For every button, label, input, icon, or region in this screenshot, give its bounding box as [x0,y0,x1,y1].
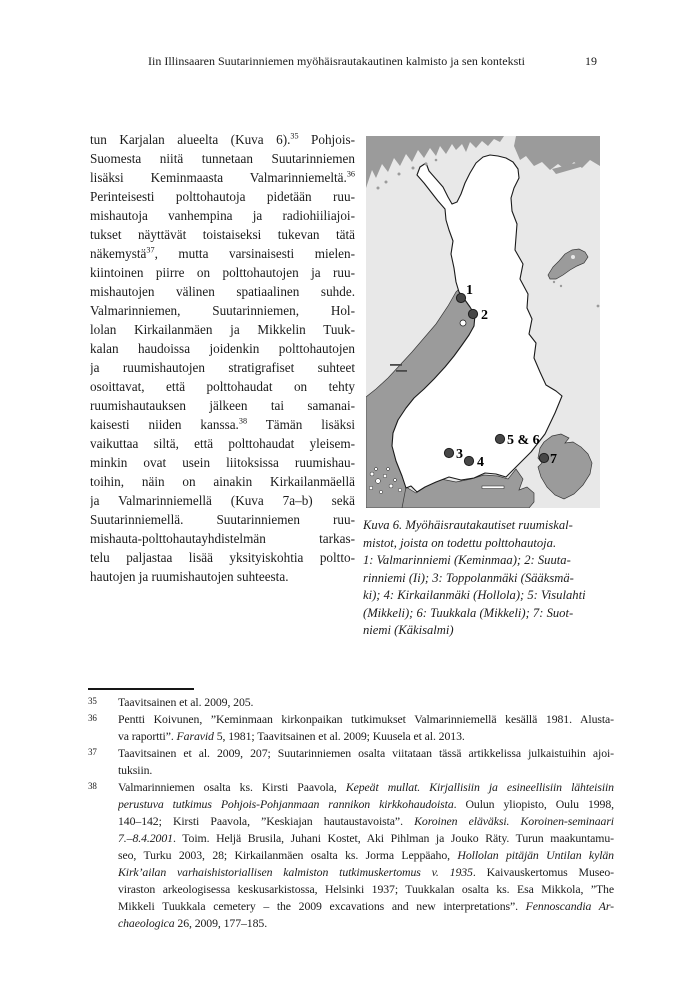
footnote-item [88,694,614,711]
map-marker [464,456,473,465]
caption-line: ki); 4: Kirkailanmäki (Hollola); 5: Visulahti [363,588,586,602]
footnote-item [88,745,614,779]
caption-line: Kuva 6. Myöhäisrautakautiset ruumiskal- [363,518,573,532]
map-marker [539,453,548,462]
body-line: mishauta-polttohautayhdistelmän tarkas- [90,531,355,546]
map-marker [444,448,453,457]
footnote-line: chaeologica 26, 2009, 177–185. [118,916,268,930]
footnote-text [118,711,614,745]
body-line: vaikuttaa siltä, että polttohaudat yleisem- [90,436,355,451]
footnote-separator [88,688,194,690]
map-island-white-sea [571,255,575,259]
body-line: hautojen ja ruumishautojen suhteesta. [90,569,289,584]
footnote-text [118,694,614,711]
map-marker-label: 2 [481,308,488,323]
caption-line: mistot, joista on todettu polttohautoja. [363,535,557,550]
body-line: toihin, näin on ainakin Kirkailanmäellä [90,474,355,489]
footnote-line: Taavitsainen et al. 2009, 205. [118,695,254,709]
footnote-item [88,711,614,745]
caption-line: 1: Valmarinniemi (Keminmaa); 2: Suuta- [363,553,571,567]
caption-line: rinniemi (Ii); 3: Toppolanmäki (Sääksmä- [363,570,574,585]
map-marker [468,309,477,318]
map-marker [456,293,465,302]
footnote-line: 140–142; Kirsti Paavola, ”Keskiajan hautaustavoista”. Koroinen eläväksi. Koroinen-seminaari [118,814,614,828]
footnote-number: 38 [88,781,97,791]
figure-map [366,136,600,508]
body-paragraph [90,130,355,586]
body-line: Suomesta niitä tunnetaan Suutarinniemen [90,151,355,166]
page-number: 19 [585,54,597,68]
body-line: ja ruumishautojen stratigrafiset suhteet [90,360,355,375]
body-line: tukset näyttävät toistaiseksi tukevan tätä [90,227,355,242]
footnote-line: perustuva tutkimus Pohjois-Pohjanmaan rannikon kirkkohaudoista. Oulun yliopisto, Oulu 1998, [118,797,614,811]
body-line: lisäksi Keminmaasta Valmarinniemeltä.$^{36}$ [90,169,355,185]
body-line: tun Karjalan alueelta (Kuva 6).$^{35}$ Pohjois- [90,131,355,147]
footnote-number: 36 [88,713,97,723]
map-island-hailuoto [460,320,466,326]
footnote-line: 7.–8.4.2001. Toim. Heljä Brusila, Juhani Kostet, Aki Pihlman ja Jouko Räty. Turun maakuntamu- [118,831,614,845]
caption-line: (Mikkeli); 6: Tuukkala (Mikkeli); 7: Suot- [363,605,574,620]
body-line: osoittavat, että polttohaudat on tehty [90,379,355,394]
footnote-line: Mikkeli Tuukkala cemetery – the 2009 excavations and new interpretations”. Fennoscandia Ar- [118,899,614,913]
running-header-title: Iin Illinsaaren Suutarinniemen myöhäisrautakautinen kalmisto ja sen konteksti [148,54,525,68]
footnote-number: 37 [88,747,97,757]
body-line: Valmarinniemen, Suutarinniemen, Hol- [90,303,355,318]
body-line: näkemystä$^{37}$, mutta varsinaisesti mielen- [90,245,355,261]
footnote-number: 35 [88,696,97,706]
caption-line: niemi (Käkisalmi) [363,623,454,637]
body-line: ruumishautauksen jälkeen tai samanai- [90,398,355,413]
footnote-text [118,745,614,779]
body-line: mishautoja vanhempina ja radiohiiliajoi- [90,208,355,223]
footnote-line: Kirk’ailan varhaishistoriallisen kalmiston tutkimuskertomus v. 1935. Kaivauskertomus Museo- [118,865,614,879]
map-marker-label: 1 [466,283,473,298]
map-marker [495,434,504,443]
footnote-line: viraston arkeologisessa keskusarkistossa, Helsinki 1937; Tuukkalan osalta ks. Esa Mikkola, ”The [118,882,614,896]
body-line: minkin ovat usein liitoksissa ruumishau- [90,455,355,470]
body-line: kiintoinen piirre on polttohautojen ja ruu- [90,265,355,280]
body-line: telu paljastaa lisää yksityiskohtia poltto- [90,550,355,565]
footnote-line: tuksiin. [118,763,153,777]
footnote-line: Taavitsainen et al. 2009, 207; Suutarinniemen osalta viitataan tässä artikkelissa julkaistuihin ajoi- [118,746,614,760]
body-line: Perinteisesti polttohautoja pidetään ruu- [90,189,355,204]
footnote-line: va raportti”. Faravid 5, 1981; Taavitsainen et al. 2009; Kuusela et al. 2013. [118,729,465,743]
map-marker-label: 3 [456,447,463,462]
map-svg [366,136,600,508]
footnote-line: seo, Turku 2003, 28; Kirkailanmäen osalta ks. Jorma Leppäaho, Hollolan pitäjän Untilan kylän [118,848,614,862]
map-marker-label: 7 [550,452,557,467]
footnote-item [88,779,614,932]
body-line: mishautojen välinen spatiaalinen suhde. [90,284,355,299]
footnotes [88,694,614,932]
footnote-text [118,779,614,932]
body-line: Suutarinniemellä. Suutarinniemen ruu- [90,512,355,527]
map-marker-label: 4 [477,455,484,470]
body-line: kalan haudoissa joidenkin polttohautojen [90,341,355,356]
map-marker-label: 5 & 6 [507,433,540,448]
figure-caption [363,517,621,640]
body-line: lolan Kirkailanmäen ja Mikkelin Tuuk- [90,322,355,337]
footnote-line: Valmarinniemen osalta ks. Kirsti Paavola, Kepeät mullat. Kirjallisiin ja esineellisiin lähteisiin [118,780,614,794]
body-line: kaisesti niiden kanssa.$^{38}$ Tämän lisäksi [90,416,355,432]
body-line: ja Valmarinniemellä (Kuva 7a–b) sekä [90,493,355,508]
footnote-line: Pentti Koivunen, ”Keminmaan kirkonpaikan tutkimukset Valmarinniemellä kesällä 1981. Alusta- [118,712,614,726]
